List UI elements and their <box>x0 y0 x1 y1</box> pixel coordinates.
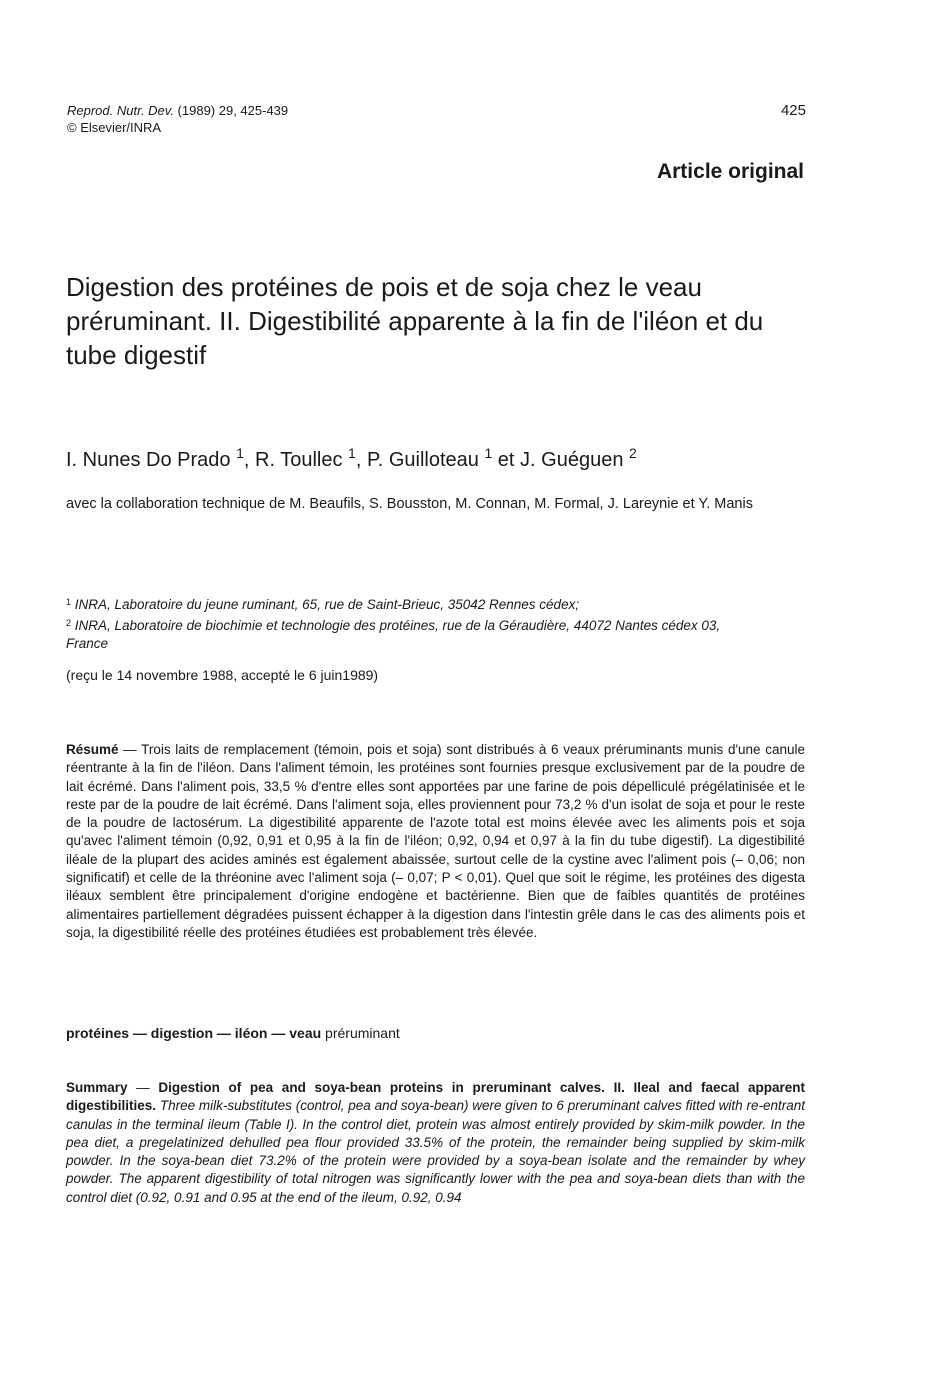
resume-heading: Résumé <box>66 742 119 757</box>
copyright: © Elsevier/INRA <box>67 120 162 135</box>
article-title: Digestion des protéines de pois et de soja chez le veau préruminant. II. Digestibilité apparente à la fin de l'iléon et du tube digestif <box>66 272 764 370</box>
author-name: P. Guilloteau <box>366 449 485 471</box>
keywords-bold: protéines — digestion — iléon — veau <box>66 1025 322 1041</box>
affiliation-item <box>66 593 746 614</box>
journal-citation-line <box>67 102 288 119</box>
author-affiliation-mark: 1 <box>484 445 493 461</box>
author-list <box>66 440 826 473</box>
keywords <box>66 1024 766 1042</box>
affiliation-text: INRA, Laboratoire du jeune ruminant, 65, rue de Saint-Brieuc, 35042 Rennes cédex; <box>71 597 580 612</box>
resume-abstract <box>66 741 805 942</box>
author-affiliation-mark: 1 <box>348 445 356 461</box>
summary-heading: Summary <box>66 1080 128 1095</box>
affiliation-item <box>66 614 746 653</box>
summary-text: Three milk-substitutes (control, pea and soya-bean) were given to 6 preruminant calves fitted with re-entrant canulas in the terminal ileum (Table I). In the control diet, protein was almost entirely provided by skim-milk powder. In the pea diet, a pregelatinized dehulled pea flour provided 33.5% of the protein, the remainder being supplied by skim-milk powder. In the soya-bean diet 73.2% of the protein were provided by a soya-bean isolate and the remainder by whey powder. The apparent digestibility of total nitrogen was significantly lower with the pea and soya-bean diets than with the control diet (0.92, 0.91 and 0.95 at the end of the ileum, 0.92, 0.94 <box>66 1098 805 1205</box>
author-affiliation-mark: 2 <box>629 445 637 461</box>
summary-abstract <box>66 1079 805 1207</box>
journal-details: (1989) 29, 425-439 <box>173 103 289 118</box>
author-separator: et <box>492 449 521 471</box>
author-separator: , <box>243 449 256 471</box>
page-number: 425 <box>780 102 806 119</box>
affiliations <box>66 593 746 653</box>
received-dates: (reçu le 14 novembre 1988, accepté le 6 juin1989) <box>66 667 379 683</box>
author-name: J. Guéguen <box>520 449 630 471</box>
article-type: Article original <box>656 160 804 183</box>
journal-citation: Reprod. Nutr. Dev. <box>67 103 174 118</box>
author-name: I. Nunes Do Prado <box>66 449 237 471</box>
affiliation-number: 2 <box>66 618 72 628</box>
journal-header <box>67 102 288 136</box>
summary-title: Digestion of pea and soya-bean proteins in preruminant calves. II. Ileal and faecal apparent digestibilities. <box>66 1080 805 1114</box>
summary-dash: — <box>127 1080 159 1095</box>
author-separator: , <box>355 449 367 471</box>
affiliation-number: 1 <box>66 597 72 607</box>
author-affiliation-mark: 1 <box>236 445 244 461</box>
keywords-rest: préruminant <box>321 1025 400 1041</box>
resume-text: Trois laits de remplacement (témoin, pois et soja) sont distribués à 6 veaux préruminants munis d'une canule réentrante à la fin de l'iléon. Dans l'aliment témoin, les protéines sont fournies presque exclusivement par de la poudre de lait écrémé. Dans l'aliment pois, 33,5 % d'entre elles sont apportées par une farine de pois dépelliculé prégélatinisée et le reste par de la poudre de lait écrémé. Dans l'aliment soja, elles proviennent pour 73,2 % d'un isolat de soja et pour le reste de la poudre de lactosérum. La digestibilité apparente de l'azote total est moins élevée avec les aliments pois et soja qu'avec l'aliment témoin (0,92, 0,91 et 0,95 à la fin de l'iléon; 0,92, 0,94 et 0,97 à la fin du tube digestif). La digestibilité iléale de la plupart des acides aminés est également abaissée, surtout celle de la cystine avec l'aliment pois (– 0,06; non significatif) et celle de la thréonine avec l'aliment soja (– 0,07; P < 0,01). Quel que soit le régime, les protéines des digesta iléaux semblent être principalement d'origine endogène et bactérienne. Bien que de faibles quantités de protéines alimentaires partiellement dégradées puissent échapper à la digestion dans l'intestin grêle dans le cas des aliments pois et soja, la digestibilité réelle des protéines étudiées est probablement très élevée. <box>66 742 805 940</box>
author-name: R. Toullec <box>255 449 349 471</box>
technical-collaboration: avec la collaboration technique de M. Beaufils, S. Bousston, M. Connan, M. Formal, J. Lareynie et Y. Manis <box>66 496 753 512</box>
resume-dash: — <box>118 742 142 757</box>
affiliation-text: INRA, Laboratoire de biochimie et technologie des protéines, rue de la Géraudière, 44072 Nantes cédex 03, France <box>66 618 721 651</box>
